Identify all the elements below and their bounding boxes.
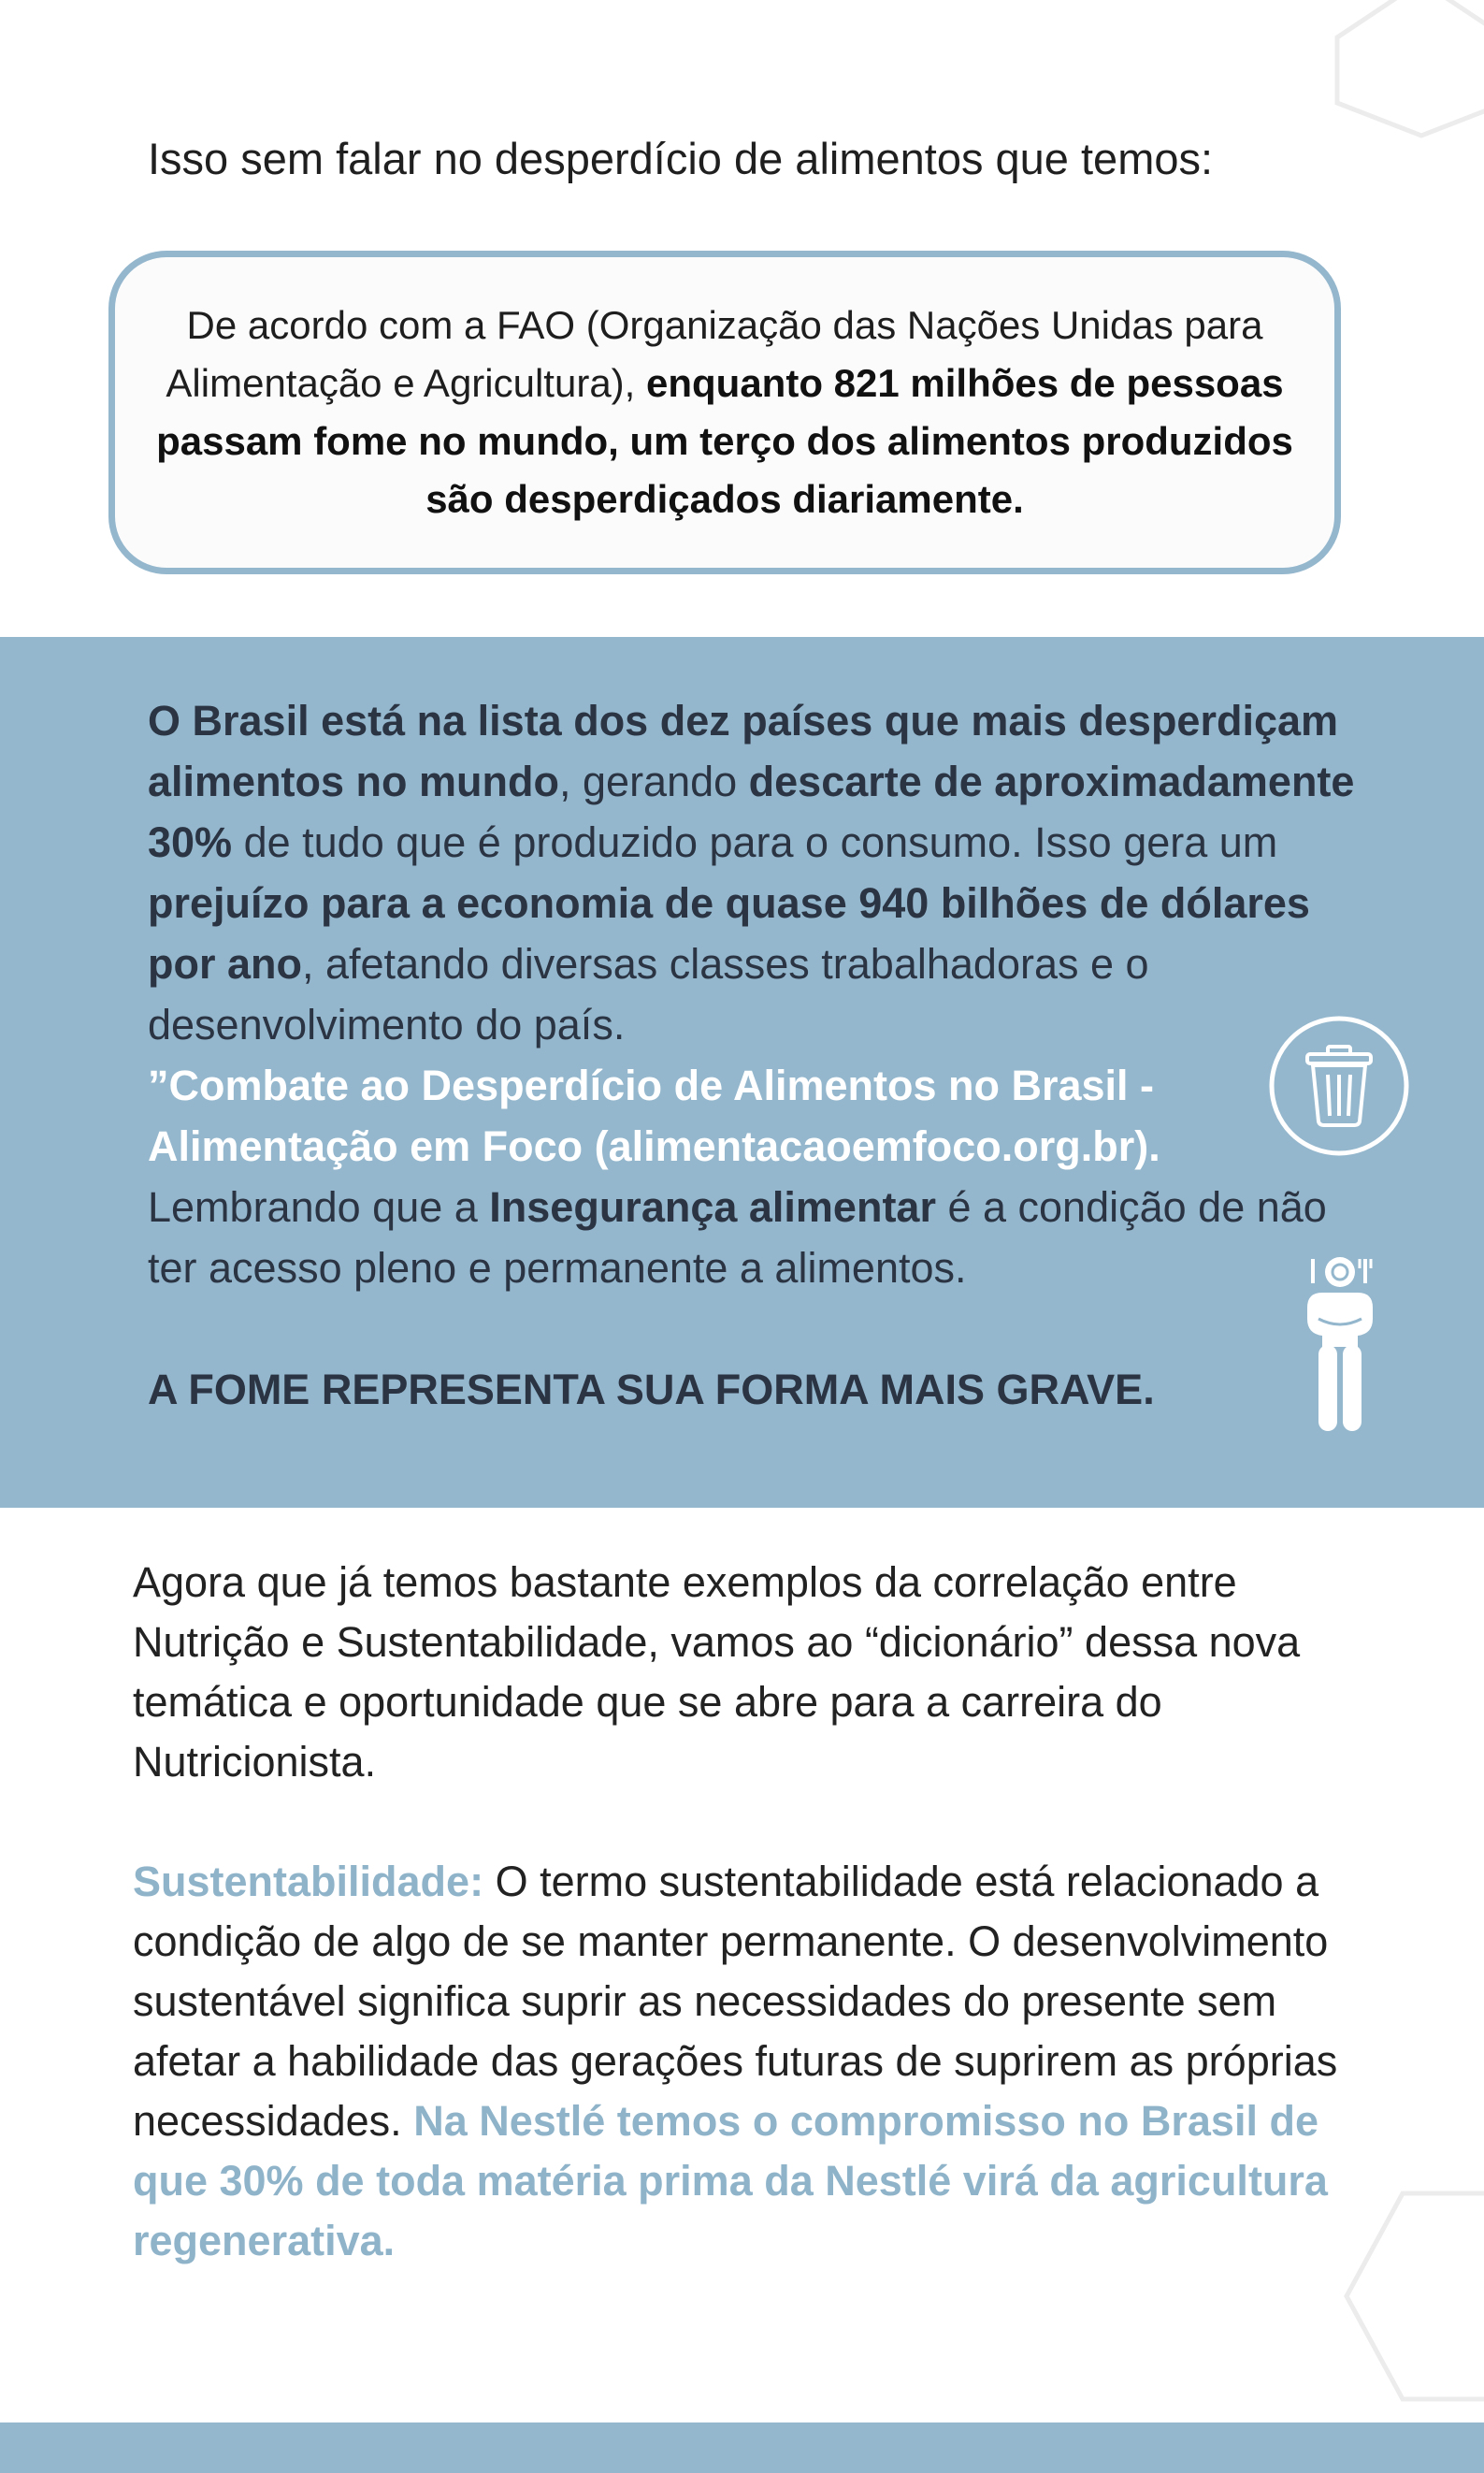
band-text <box>148 690 1363 1420</box>
person-with-plate-icon <box>1298 1253 1382 1433</box>
dictionary-section <box>133 1553 1367 2331</box>
waste-text-1: , gerando <box>559 758 749 805</box>
insecurity-text-1: Lembrando que a <box>148 1183 490 1231</box>
waste-text-3: , afetando diversas classes trabalhadoras e o desenvolvimento do país. <box>148 940 1149 1048</box>
hexagon-outline-icon-top <box>1318 0 1484 140</box>
trash-bin-icon <box>1268 1015 1410 1157</box>
callout-normal-text: De acordo com a FAO (Organização das Nações Unidas para Alimentação e Agricultura), <box>166 303 1263 405</box>
footer-band <box>0 2422 1484 2473</box>
callout-bold-text: enquanto 821 milhões de pessoas passam fome no mundo, um terço dos alimentos produzidos são desperdiçados diariamente. <box>156 361 1293 521</box>
intro-paragraph: Agora que já temos bastante exemplos da correlação entre Nutrição e Sustentabilidade, vamos ao “dicionário” dessa nova temática e oportunidade que se abre para a carreira do Nutricionista. <box>133 1558 1301 1786</box>
insecurity-text-2: é a condição de não ter acesso pleno e permanente a alimentos. <box>148 1183 1327 1292</box>
insecurity-bold: Insegurança alimentar <box>489 1183 936 1231</box>
waste-text-2: de tudo que é produzido para o consumo. Isso gera um <box>232 818 1278 866</box>
waste-bold-2: descarte de aproximadamente 30% <box>148 758 1355 866</box>
insecurity-paragraph <box>148 1177 1363 1298</box>
waste-bold-3: prejuízo para a economia de quase 940 bilhões de dólares por ano <box>148 879 1310 988</box>
sustainability-definition: O termo sustentabilidade está relacionado a condição de algo de se manter permanente. O desenvolvimento sustentável significa suprir as necessidades do presente sem afetar a habilidade das gerações futuras de suprirem as próprias necessidades. <box>133 1858 1338 2145</box>
callout-text <box>147 296 1303 528</box>
term-sustainability: Sustentabilidade: <box>133 1858 484 1905</box>
intro-text: Isso sem falar no desperdício de alimentos que temos: <box>148 134 1214 183</box>
waste-paragraph <box>148 690 1363 1055</box>
source-citation: ”Combate ao Desperdício de Alimentos no Brasil - Alimentação em Foco (alimentacaoemfoco.org.br). <box>148 1062 1160 1170</box>
nestle-commitment: Na Nestlé temos o compromisso no Brasil de que 30% de toda matéria prima da Nestlé virá da agricultura regenerativa. <box>133 2097 1328 2264</box>
waste-bold-1: O Brasil está na lista dos dez países que mais desperdiçam alimentos no mundo <box>148 697 1339 805</box>
hunger-statement: A FOME REPRESENTA SUA FORMA MAIS GRAVE. <box>148 1366 1155 1413</box>
sustainability-paragraph <box>133 1852 1367 2271</box>
fao-callout-box <box>108 251 1341 574</box>
